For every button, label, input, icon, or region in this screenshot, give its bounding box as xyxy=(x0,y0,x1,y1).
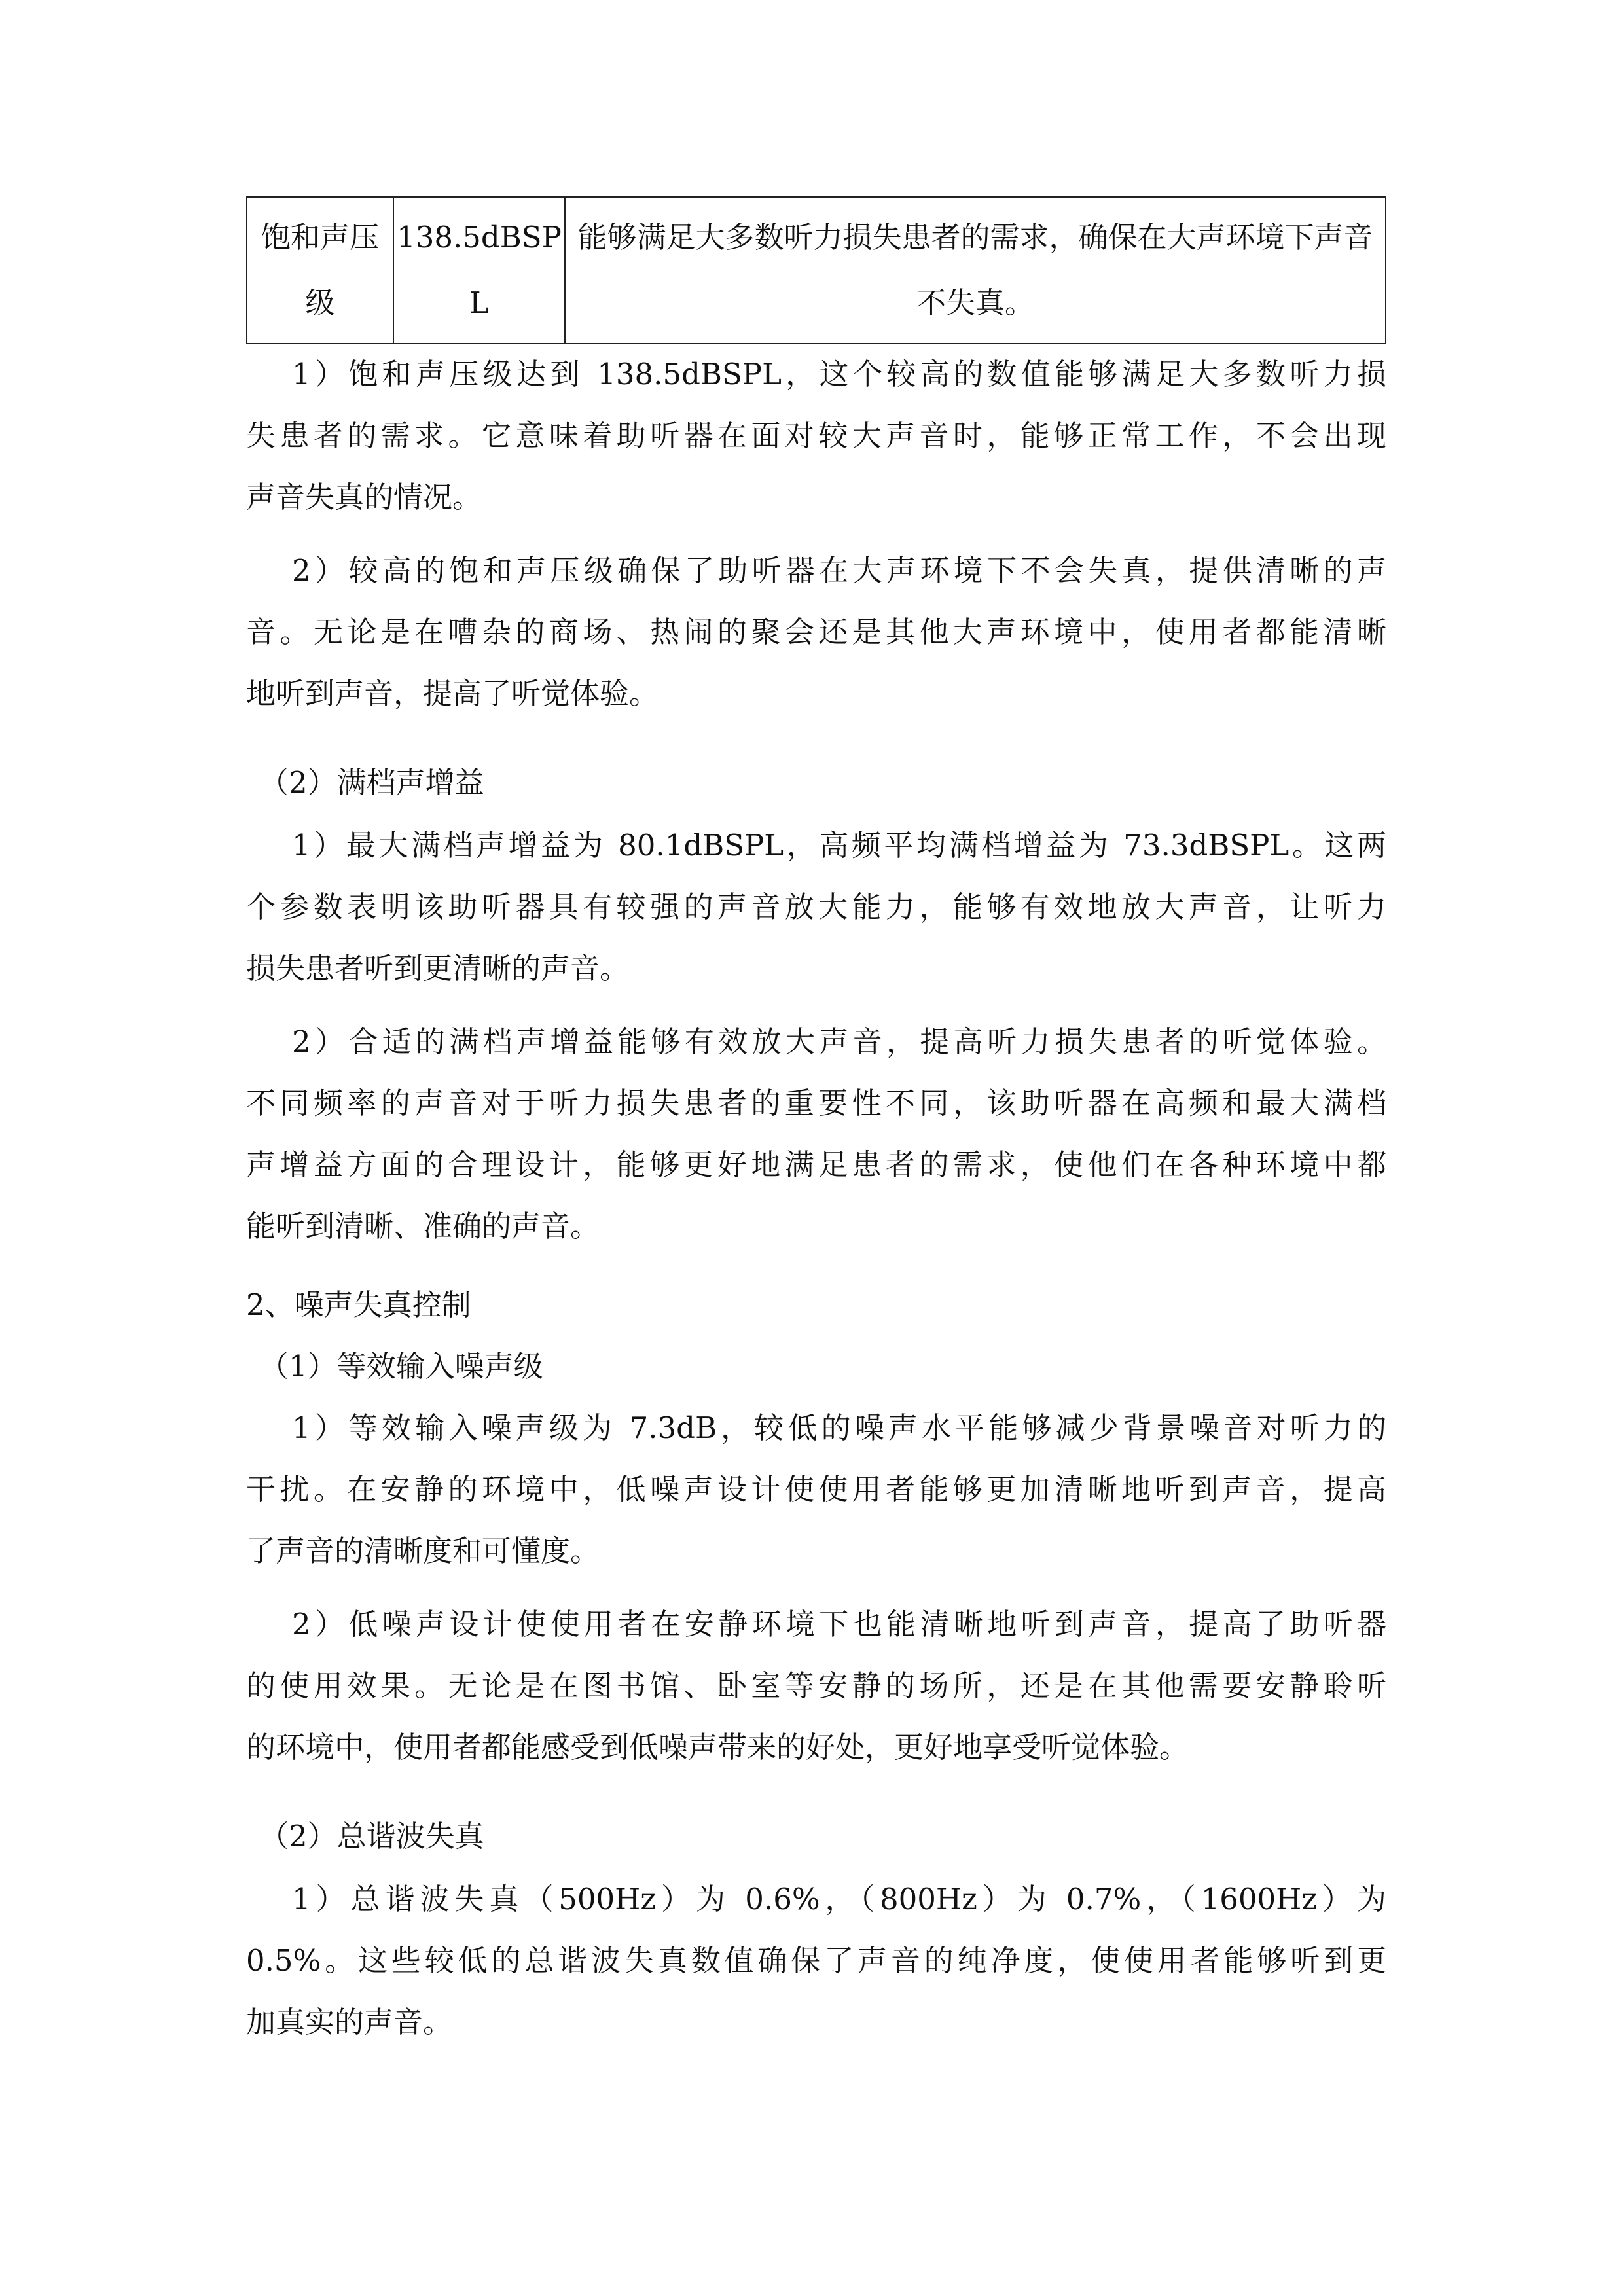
paragraph-line: 加真实的声音。 xyxy=(246,2005,453,2039)
table-cell-param: 饱和声压级 xyxy=(247,197,393,344)
paragraph-line: 1）最大满档声增益为 80.1dBSPL，高频平均满档增益为 73.3dBSPL。这两 xyxy=(292,828,1386,863)
paragraph-line: 1）等效输入噪声级为 7.3dB，较低的噪声水平能够减少背景噪音对听力的 xyxy=(292,1410,1386,1445)
paragraph-line: 1）饱和声压级达到 138.5dBSPL，这个较高的数值能够满足大多数听力损 xyxy=(292,357,1386,391)
paragraph-line: 声音失真的情况。 xyxy=(246,480,482,514)
paragraph-line: 失患者的需求。它意味着助听器在面对较大声音时，能够正常工作，不会出现 xyxy=(246,418,1386,453)
paragraph-line: 了声音的清晰度和可懂度。 xyxy=(246,1534,600,1568)
paragraph-line: 声增益方面的合理设计，能够更好地满足患者的需求，使他们在各种环境中都 xyxy=(246,1147,1386,1182)
section-heading: （1）等效输入噪声级 xyxy=(259,1349,543,1384)
paragraph-line: 个参数表明该助听器具有较强的声音放大能力，能够有效地放大声音，让听力 xyxy=(246,889,1386,924)
table-cell-value: 138.5dBSPL xyxy=(393,197,565,344)
paragraph-line: 干扰。在安静的环境中，低噪声设计使使用者能够更加清晰地听到声音，提高 xyxy=(246,1472,1386,1507)
paragraph-line: 0.5%。这些较低的总谐波失真数值确保了声音的纯净度，使使用者能够听到更 xyxy=(246,1943,1386,1978)
paragraph-line: 2）较高的饱和声压级确保了助听器在大声环境下不会失真，提供清晰的声 xyxy=(292,553,1386,588)
table-row xyxy=(247,197,1386,344)
table-cell-desc: 能够满足大多数听力损失患者的需求，确保在大声环境下声音不失真。 xyxy=(565,197,1386,344)
paragraph-line: 音。无论是在嘈杂的商场、热闹的聚会还是其他大声环境中，使用者都能清晰 xyxy=(246,615,1386,649)
paragraph-line: 的环境中，使用者都能感受到低噪声带来的好处，更好地享受听觉体验。 xyxy=(246,1730,1189,1765)
paragraph-line: 2）合适的满档声增益能够有效放大声音，提高听力损失患者的听觉体验。 xyxy=(292,1024,1386,1059)
paragraph-line: 1）总谐波失真（500Hz）为 0.6%，（800Hz）为 0.7%，（1600Hz）为 xyxy=(292,1882,1386,1916)
paragraph-line: 地听到声音，提高了听觉体验。 xyxy=(246,676,659,711)
paragraph-line: 不同频率的声音对于听力损失患者的重要性不同，该助听器在高频和最大满档 xyxy=(246,1086,1386,1121)
paragraph-line: 损失患者听到更清晰的声音。 xyxy=(246,951,630,986)
section-heading: 2、噪声失真控制 xyxy=(246,1287,471,1322)
paragraph-line: 的使用效果。无论是在图书馆、卧室等安静的场所，还是在其他需要安静聆听 xyxy=(246,1668,1386,1703)
paragraph-line: 能听到清晰、准确的声音。 xyxy=(246,1209,600,1244)
spec-table xyxy=(246,196,1386,344)
section-heading: （2）总谐波失真 xyxy=(259,1819,484,1854)
section-heading: （2）满档声增益 xyxy=(259,765,484,800)
paragraph-line: 2）低噪声设计使使用者在安静环境下也能清晰地听到声音，提高了助听器 xyxy=(292,1607,1386,1641)
